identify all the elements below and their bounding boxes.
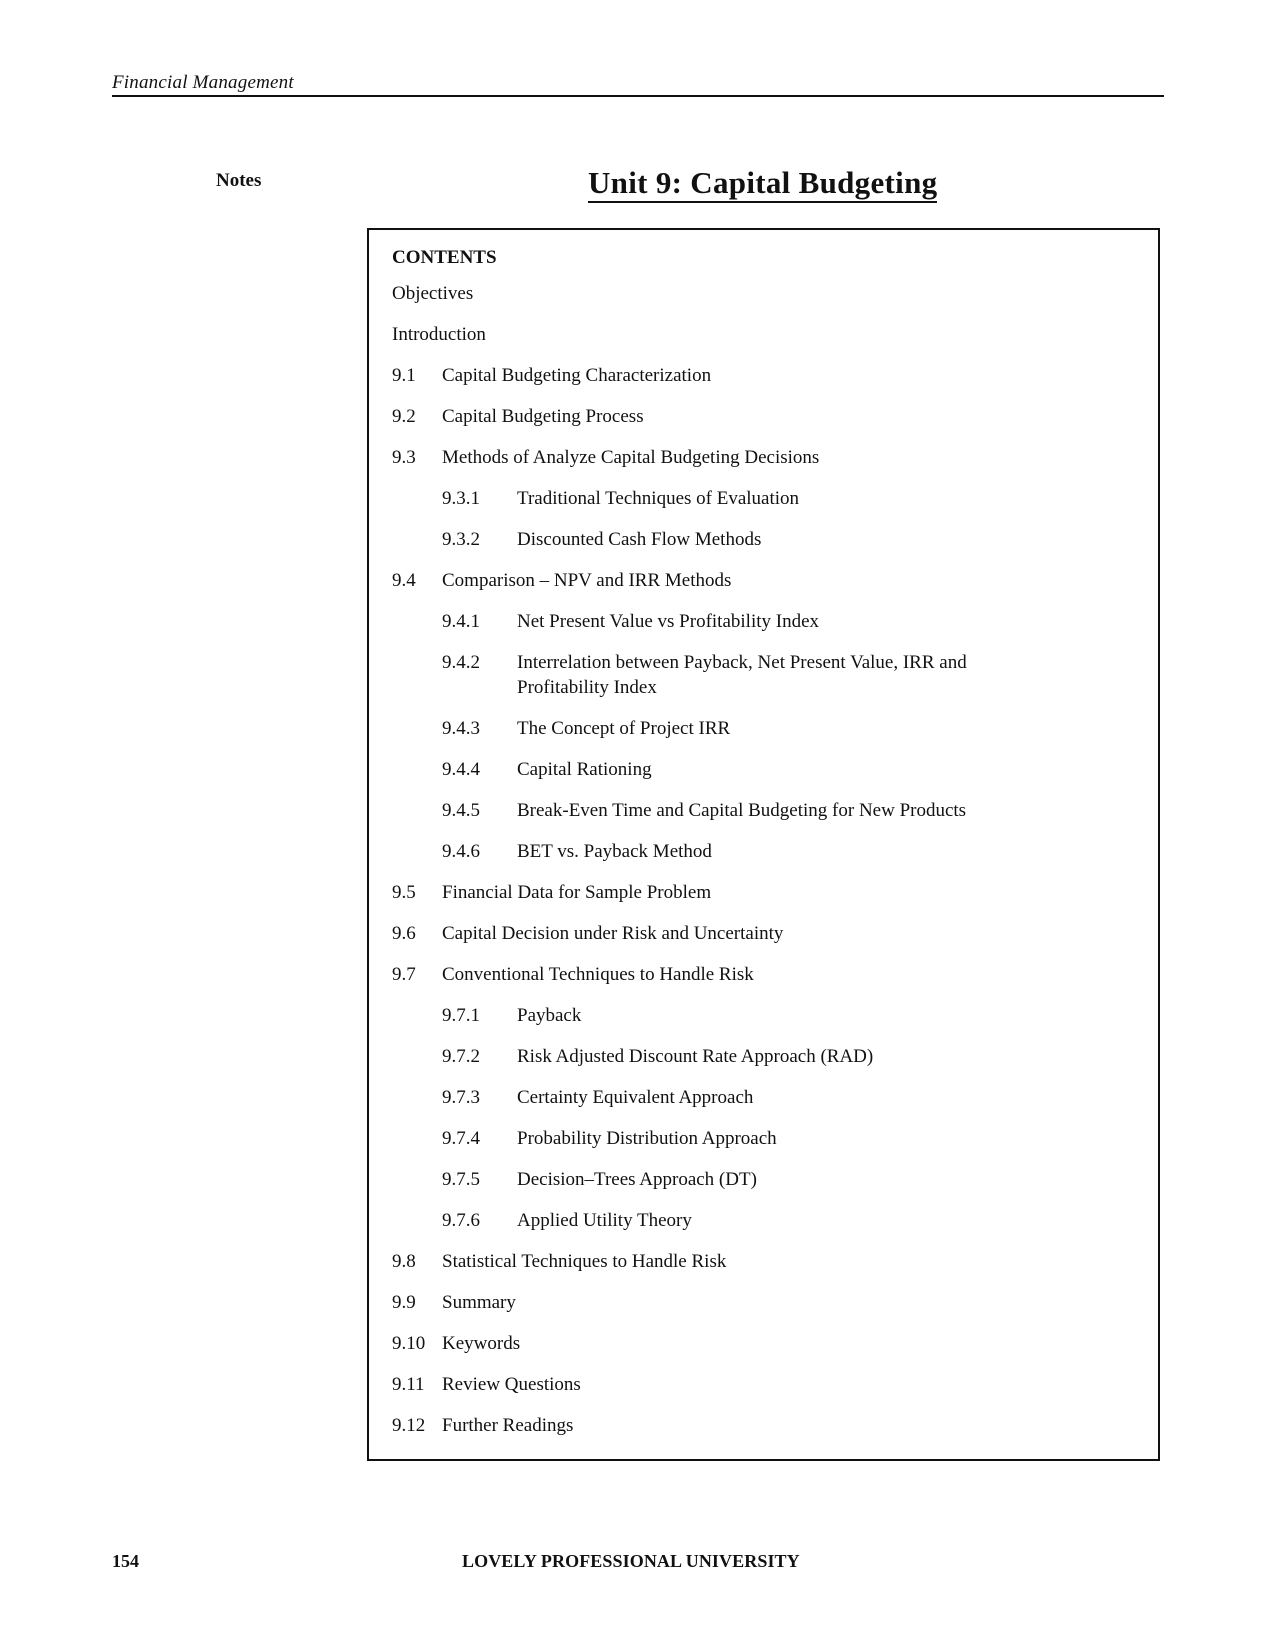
toc-item-number: 9.8 [392, 1251, 416, 1272]
toc-item-number: 9.9 [392, 1292, 416, 1313]
toc-item-number: 9.6 [392, 923, 416, 944]
toc-item-number: 9.4.2 [442, 652, 480, 673]
footer-publisher: LOVELY PROFESSIONAL UNIVERSITY [462, 1551, 800, 1571]
toc-item-title: Net Present Value vs Profitability Index [517, 611, 820, 632]
toc-item-title: Capital Budgeting Process [442, 406, 644, 427]
toc-item-title: Discounted Cash Flow Methods [517, 529, 762, 550]
toc-item-number: 9.10 [392, 1333, 426, 1354]
toc-item-title: BET vs. Payback Method [517, 841, 712, 862]
toc-item-title: Capital Decision under Risk and Uncertainty [442, 923, 784, 944]
toc-item-number: 9.7.1 [442, 1005, 480, 1026]
toc-item-number: 9.4.4 [442, 759, 480, 780]
toc-item-number: 9.4.6 [442, 841, 480, 862]
running-header-title: Financial Management [112, 72, 294, 93]
toc-item-title: Review Questions [442, 1374, 581, 1395]
toc-item-number: 9.7.2 [442, 1046, 480, 1067]
toc-item-title: Comparison – NPV and IRR Methods [442, 570, 732, 591]
toc-item-title: Keywords [442, 1333, 521, 1354]
unit-title: Unit 9: Capital Budgeting [588, 166, 937, 203]
toc-item-number: 9.7 [392, 964, 416, 985]
toc-item-title: Further Readings [442, 1415, 574, 1436]
toc-item-number: 9.3.2 [442, 529, 480, 550]
toc-item-number: 9.1 [392, 365, 416, 386]
toc-item-number: 9.2 [392, 406, 416, 427]
footer-page-number: 154 [112, 1551, 139, 1571]
toc-item-title: Probability Distribution Approach [517, 1128, 777, 1149]
toc-item-number: 9.7.6 [442, 1210, 480, 1231]
toc-item-number: 9.4.5 [442, 800, 480, 821]
toc-item-title: Break-Even Time and Capital Budgeting for New Products [517, 800, 967, 821]
toc-item-number: 9.3.1 [442, 488, 480, 509]
contents-box [367, 228, 1160, 1461]
toc-item-title: Financial Data for Sample Problem [442, 882, 712, 903]
toc-item-number: 9.4.1 [442, 611, 480, 632]
toc-item-title: Introduction [392, 324, 486, 345]
toc-item-title: Conventional Techniques to Handle Risk [442, 964, 754, 985]
toc-item-number: 9.4 [392, 570, 416, 591]
toc-item-title: Decision–Trees Approach (DT) [517, 1169, 757, 1190]
toc-item-title: Methods of Analyze Capital Budgeting Decisions [442, 447, 820, 468]
toc-item-number: 9.7.3 [442, 1087, 480, 1108]
toc-item-title: Objectives [392, 283, 474, 304]
toc-item-title: The Concept of Project IRR [517, 718, 731, 739]
toc-item-number: 9.11 [392, 1374, 425, 1395]
toc-item-number: 9.12 [392, 1415, 426, 1436]
toc-item-title-continuation: Profitability Index [517, 677, 657, 698]
toc-item-title: Interrelation between Payback, Net Present Value, IRR and [517, 652, 967, 673]
toc-item-title: Traditional Techniques of Evaluation [517, 488, 800, 509]
toc-item-number: 9.7.4 [442, 1128, 480, 1149]
toc-item-number: 9.4.3 [442, 718, 480, 739]
toc-item-number: 9.5 [392, 882, 416, 903]
toc-item-number: 9.3 [392, 447, 416, 468]
toc-item-title: Applied Utility Theory [517, 1210, 692, 1231]
contents-heading: CONTENTS [392, 247, 497, 268]
toc-item-title: Capital Rationing [517, 759, 652, 780]
toc-item-title: Risk Adjusted Discount Rate Approach (RAD) [517, 1046, 874, 1067]
toc-item-title: Payback [517, 1005, 582, 1026]
toc-item-number: 9.7.5 [442, 1169, 480, 1190]
toc-item-title: Capital Budgeting Characterization [442, 365, 712, 386]
notes-margin-label: Notes [216, 170, 262, 191]
toc-item-title: Summary [442, 1292, 516, 1313]
header-rule [112, 95, 1164, 97]
toc-item-title: Statistical Techniques to Handle Risk [442, 1251, 727, 1272]
toc-item-title: Certainty Equivalent Approach [517, 1087, 754, 1108]
